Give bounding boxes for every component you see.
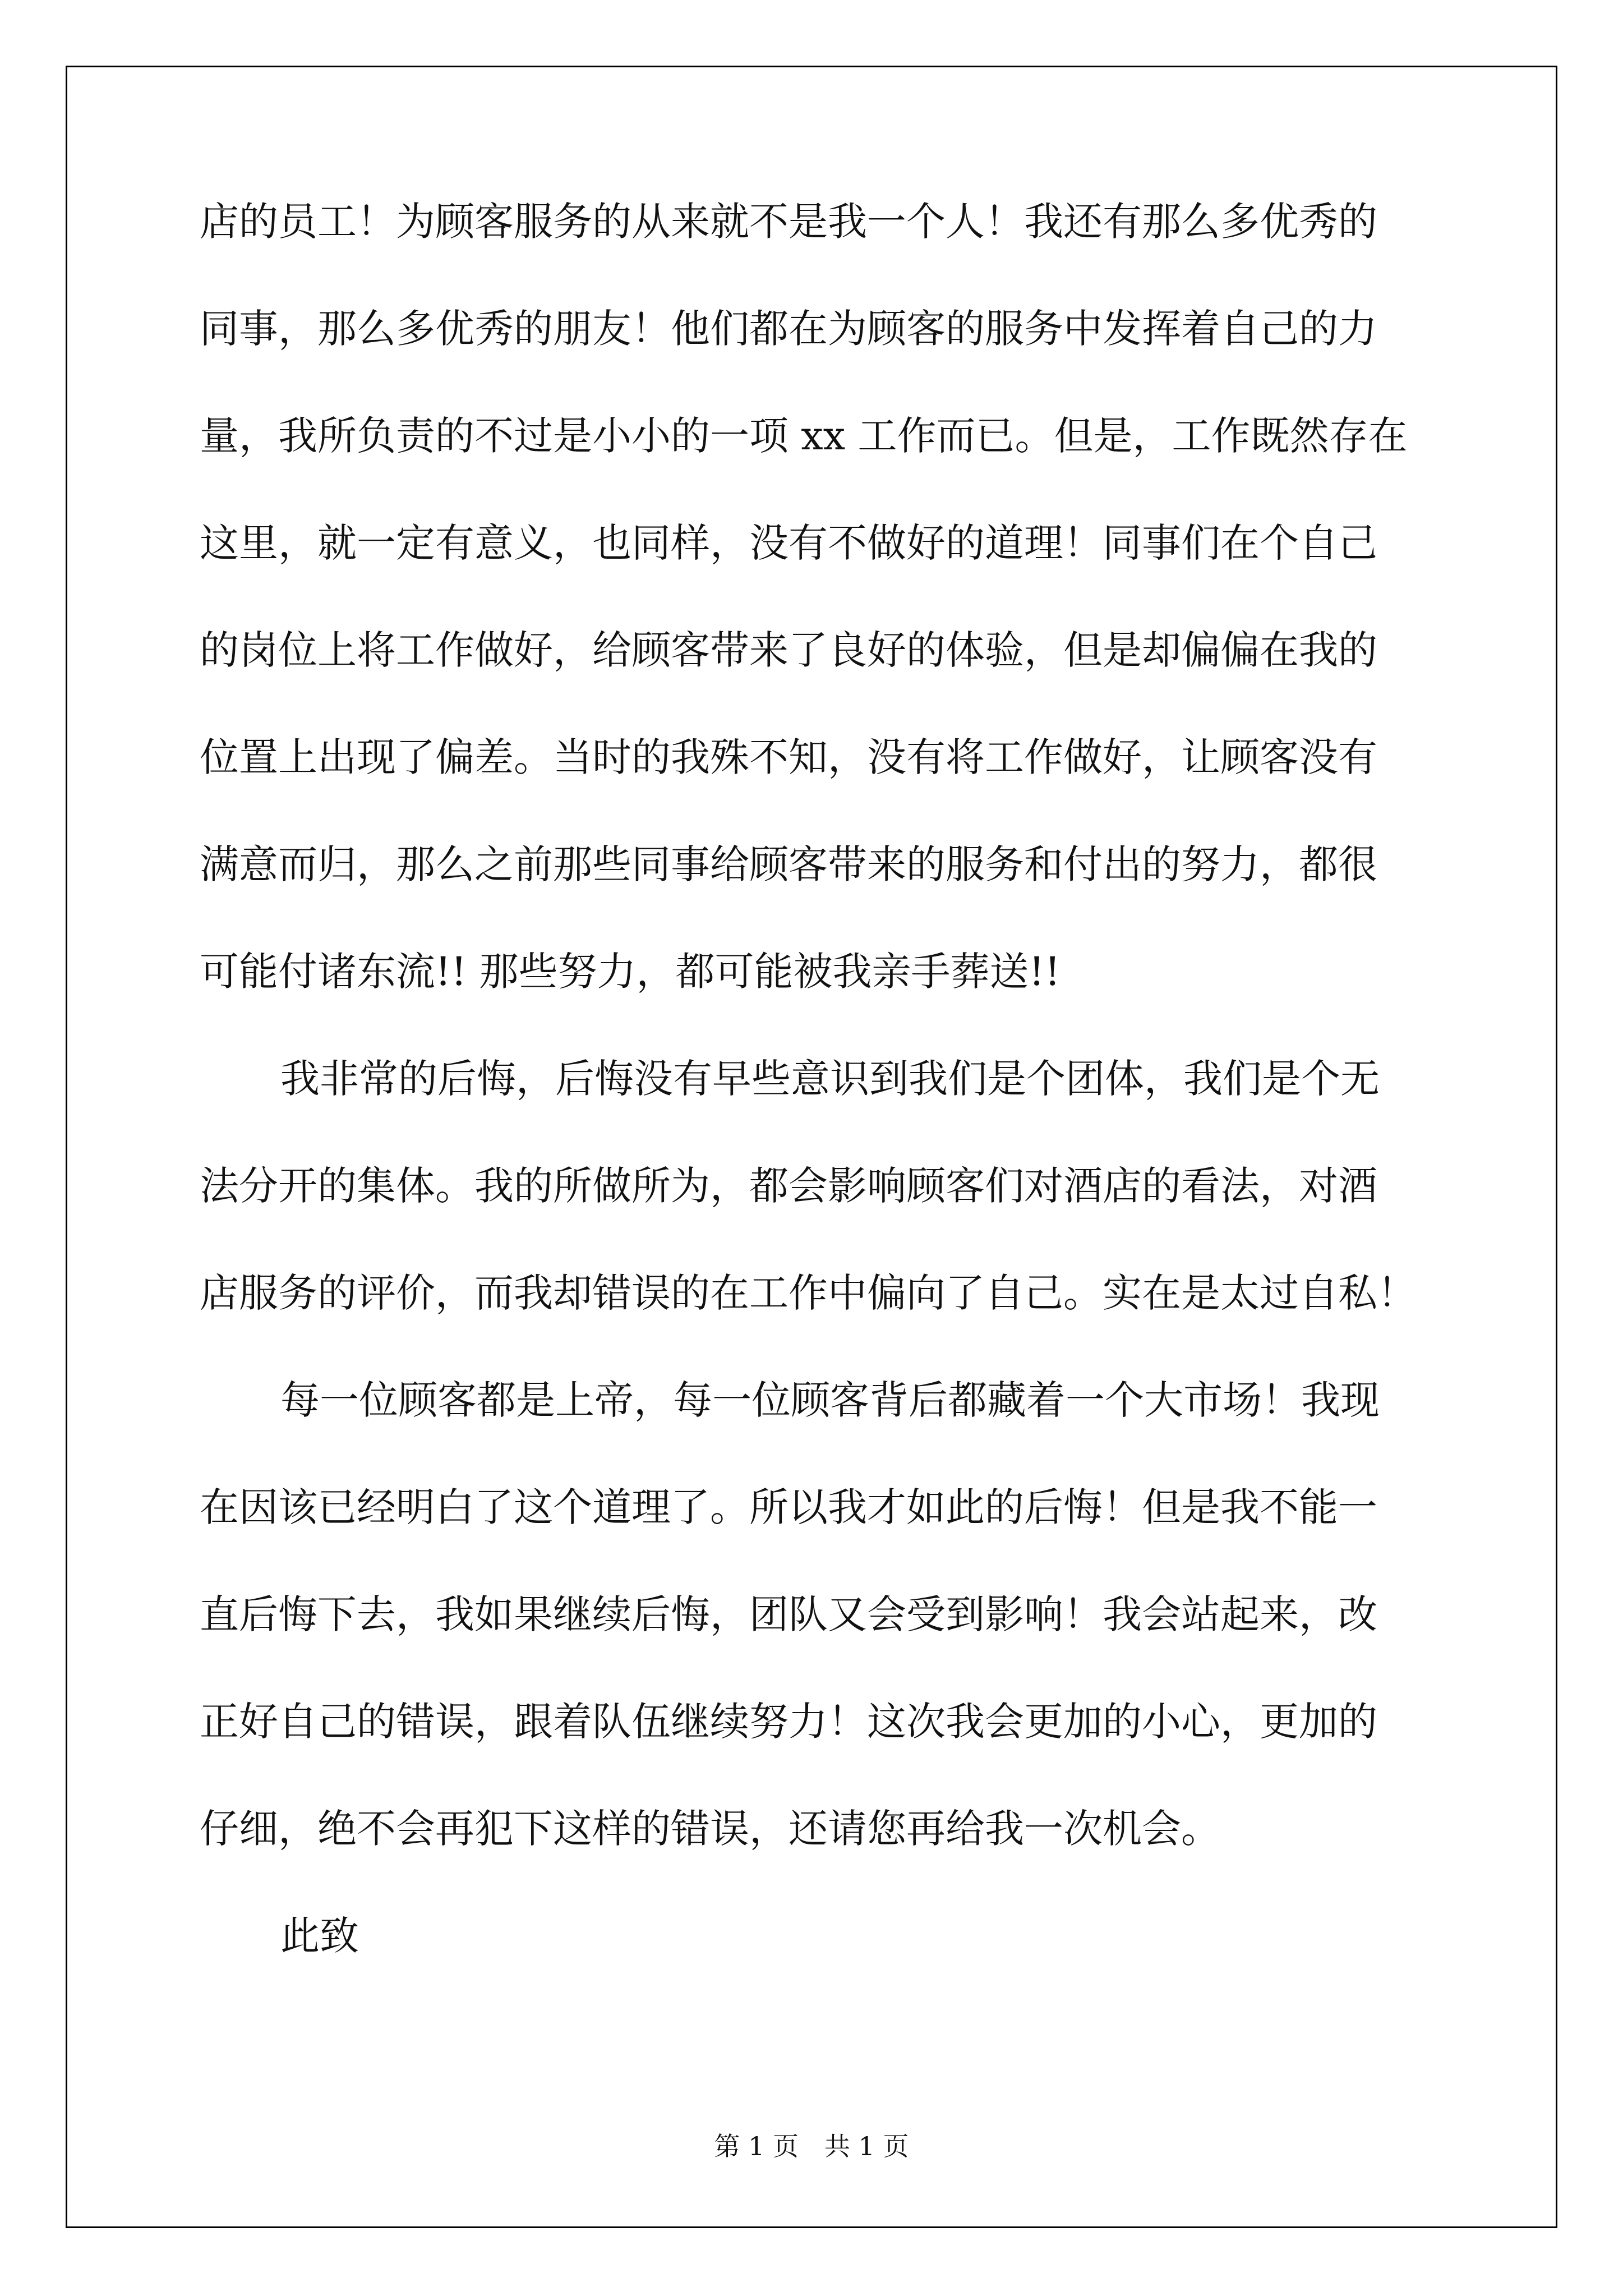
text-line: 仔细，绝不会再犯下这样的错误，还请您再给我一次机会。 [200, 1806, 1220, 1852]
text-line: 法分开的集体。我的所做所为，都会影响顾客们对酒店的看法，对酒 [200, 1163, 1377, 1209]
text-line: 在因该已经明白了这个道理了。所以我才如此的后悔！但是我不能一 [200, 1484, 1377, 1530]
page-number-footer: 第 1 页 共 1 页 [714, 2131, 909, 2161]
closing-salutation: 此致 [280, 1913, 359, 1959]
text-line: 这里，就一定有意义，也同样，没有不做好的道理！同事们在个自己 [200, 520, 1377, 566]
text-line: 量，我所负责的不过是小小的一项 xx 工作而已。但是，工作既然存在 [200, 413, 1408, 459]
paragraph-start-line: 每一位顾客都是上帝，每一位顾客背后都藏着一个大市场！我现 [280, 1377, 1380, 1423]
text-line: 位置上出现了偏差。当时的我殊不知，没有将工作做好，让顾客没有 [200, 734, 1377, 780]
text-line: 正好自己的错误，跟着队伍继续努力！这次我会更加的小心，更加的 [200, 1699, 1377, 1745]
text-line: 满意而归，那么之前那些同事给顾客带来的服务和付出的努力，都很 [200, 841, 1377, 887]
text-line: 店服务的评价，而我却错误的在工作中偏向了自己。实在是太过自私！ [200, 1270, 1417, 1316]
text-line: 同事，那么多优秀的朋友！他们都在为顾客的服务中发挥着自己的力 [200, 306, 1377, 352]
text-line: 直后悔下去，我如果继续后悔，团队又会受到影响！我会站起来，改 [200, 1591, 1377, 1637]
text-line: 可能付诸东流!! 那些努力，都可能被我亲手葬送!! [200, 949, 1061, 995]
text-line: 的岗位上将工作做好，给顾客带来了良好的体验，但是却偏偏在我的 [200, 627, 1377, 673]
page-border [66, 66, 1557, 2228]
paragraph-start-line: 我非常的后悔，后悔没有早些意识到我们是个团体，我们是个无 [280, 1056, 1380, 1102]
text-line: 店的员工！为顾客服务的从来就不是我一个人！我还有那么多优秀的 [200, 199, 1377, 245]
